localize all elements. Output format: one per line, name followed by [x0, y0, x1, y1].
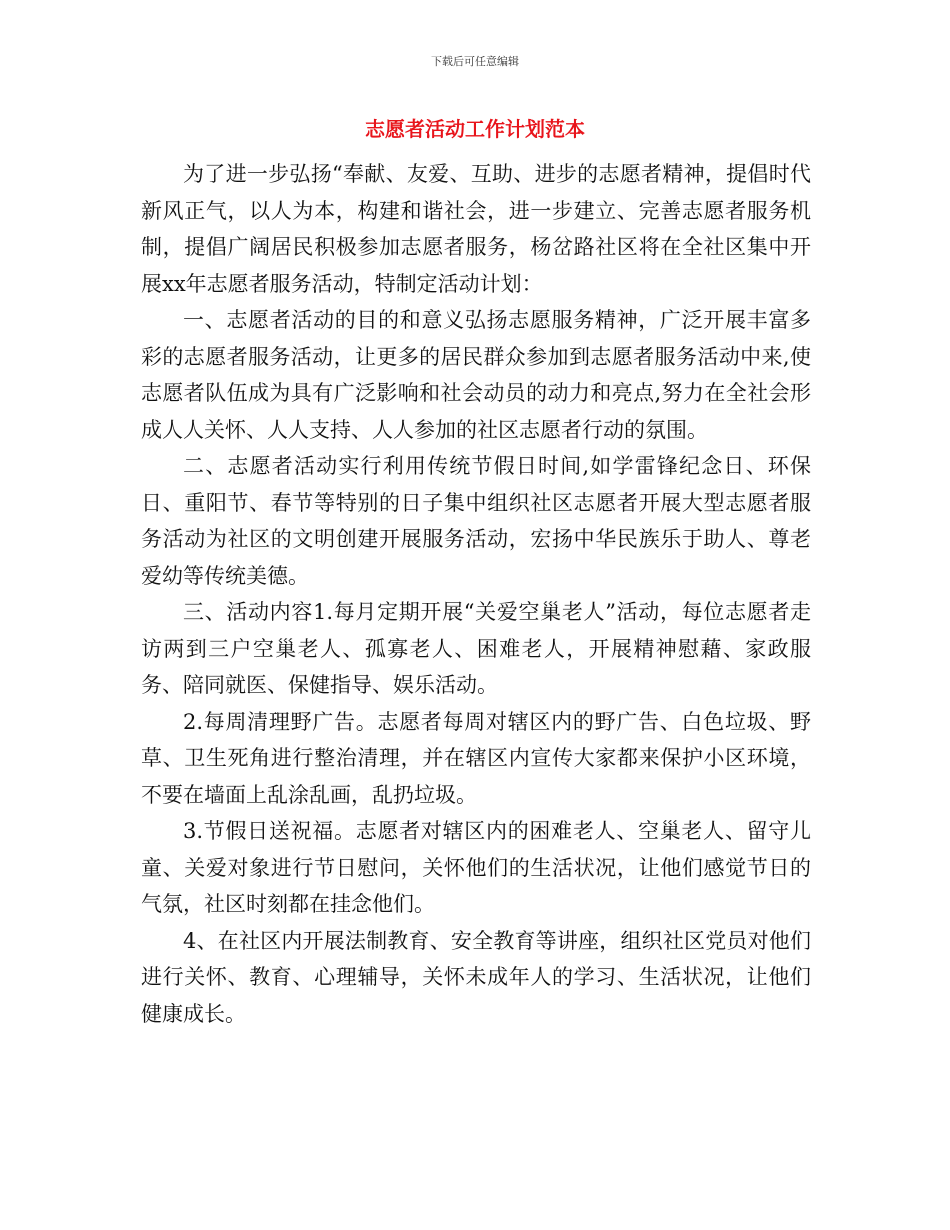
header-note: 下载后可任意编辑 — [431, 55, 519, 68]
paragraph-content-2: 2.每周清理野广告。志愿者每周对辖区内的野广告、白色垃圾、野草、卫生死角进行整治清理，并在辖区内宣传大家都来保护小区环境，不要在墙面上乱涂乱画，乱扔垃圾。 — [141, 709, 811, 807]
paragraph-content-4: 4、在社区内开展法制教育、安全教育等讲座，组织社区党员对他们进行关怀、教育、心理辅导，关怀未成年人的学习、生活状况，让他们健康成长。 — [141, 928, 811, 1026]
document-title: 志愿者活动工作计划范本 — [365, 117, 585, 141]
document-body — [141, 156, 811, 1032]
paragraph-timing: 二、志愿者活动实行利用传统节假日时间,如学雷锋纪念日、环保日、重阳节、春节等特别的日子集中组织社区志愿者开展大型志愿者服务活动为社区的文明创建开展服务活动，宏扬中华民族乐于助人、尊老爱幼等传统美德。 — [141, 454, 811, 588]
paragraph-purpose: 一、志愿者活动的目的和意义弘扬志愿服务精神，广泛开展丰富多彩的志愿者服务活动，让更多的居民群众参加到志愿者服务活动中来,使志愿者队伍成为具有广泛影响和社会动员的动力和亮点,努力在全社会形成人人关怀、人人支持、人人参加的社区志愿者行动的氛围。 — [141, 308, 811, 442]
paragraph-content-1: 三、活动内容1.每月定期开展“关爱空巢老人”活动，每位志愿者走访两到三户空巢老人、孤寡老人、困难老人，开展精神慰藉、家政服务、陪同就医、保健指导、娱乐活动。 — [141, 600, 811, 697]
paragraph-content-3: 3.节假日送祝福。志愿者对辖区内的困难老人、空巢老人、留守儿童、关爱对象进行节日慰问，关怀他们的生活状况，让他们感觉节日的气氛，社区时刻都在挂念他们。 — [141, 819, 811, 916]
paragraph-intro: 为了进一步弘扬“奉献、友爱、互助、进步的志愿者精神，提倡时代新风正气，以人为本，构建和谐社会，进一步建立、完善志愿者服务机制，提倡广阔居民积极参加志愿者服务，杨岔路社区将在全社区集中开展xx年志愿者服务活动，特制定活动计划： — [141, 162, 811, 296]
